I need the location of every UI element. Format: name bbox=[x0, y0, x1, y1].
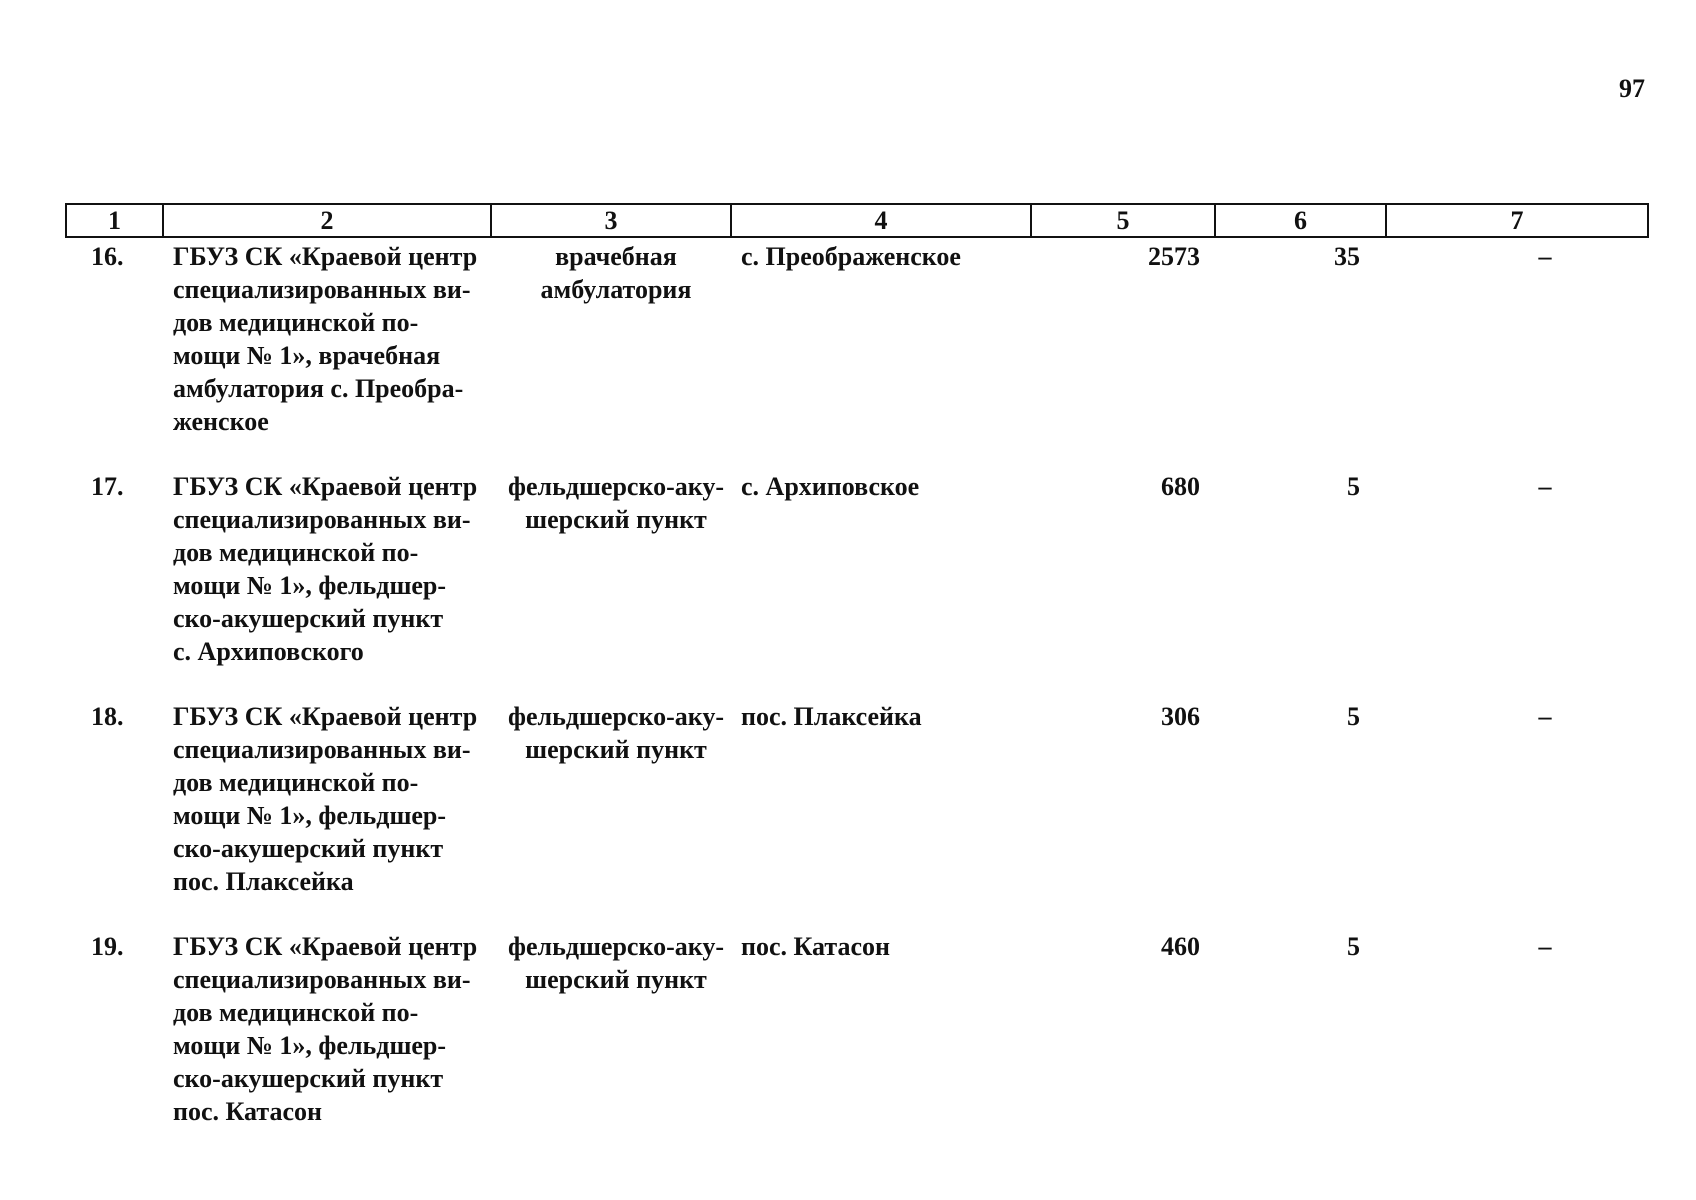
institution-name bbox=[173, 470, 484, 668]
header-col-1: 1 bbox=[66, 204, 163, 237]
column-6-value: 5 bbox=[1347, 932, 1360, 961]
institution-name-line: с. Архиповского bbox=[173, 637, 364, 666]
row-number: 18. bbox=[91, 702, 124, 731]
table-body bbox=[65, 240, 1647, 1160]
facility-type bbox=[497, 930, 735, 996]
institution-name-line: ско-акушерский пункт bbox=[173, 604, 444, 633]
institution-name-line: ско-акушерский пункт bbox=[173, 834, 444, 863]
institution-name-line: специализированных ви- bbox=[173, 505, 471, 534]
institution-name-line: специализированных ви- bbox=[173, 965, 471, 994]
institution-name bbox=[173, 930, 484, 1128]
facility-type-line: врачебная bbox=[555, 242, 677, 271]
facility-type-line: шерский пункт bbox=[525, 735, 707, 764]
institution-name-line: мощи № 1», фельдшер- bbox=[173, 801, 447, 830]
locality: пос. Катасон bbox=[741, 932, 890, 961]
header-col-5: 5 bbox=[1031, 204, 1215, 237]
page-number: 97 bbox=[1619, 74, 1645, 103]
table-row bbox=[65, 700, 1647, 930]
header-col-4: 4 bbox=[731, 204, 1031, 237]
column-5-value: 306 bbox=[1161, 702, 1200, 731]
column-5-value: 460 bbox=[1161, 932, 1200, 961]
column-7-value: – bbox=[1538, 702, 1552, 731]
column-5-value: 680 bbox=[1161, 472, 1200, 501]
table-row bbox=[65, 240, 1647, 470]
facility-type bbox=[497, 470, 735, 536]
column-7-value: – bbox=[1538, 242, 1552, 271]
institution-name-line: женское bbox=[173, 407, 269, 436]
row-number: 19. bbox=[91, 932, 124, 961]
header-col-2: 2 bbox=[163, 204, 491, 237]
row-number: 17. bbox=[91, 472, 124, 501]
facility-type-line: шерский пункт bbox=[525, 505, 707, 534]
facility-type-line: фельдшерско-аку- bbox=[507, 932, 725, 961]
column-6-value: 5 bbox=[1347, 702, 1360, 731]
column-7-value: – bbox=[1538, 472, 1552, 501]
facility-type-line: фельдшерско-аку- bbox=[507, 472, 725, 501]
column-6-value: 5 bbox=[1347, 472, 1360, 501]
institution-name-line: мощи № 1», врачебная bbox=[173, 341, 441, 370]
header-col-6: 6 bbox=[1215, 204, 1386, 237]
table-row bbox=[65, 930, 1647, 1160]
column-6-value: 35 bbox=[1334, 242, 1360, 271]
institution-name-line: мощи № 1», фельдшер- bbox=[173, 1031, 447, 1060]
institution-name bbox=[173, 240, 484, 438]
row-number: 16. bbox=[91, 242, 124, 271]
header-col-7: 7 bbox=[1386, 204, 1648, 237]
locality: пос. Плаксейка bbox=[741, 702, 922, 731]
facility-type bbox=[497, 240, 735, 306]
table-row bbox=[65, 470, 1647, 700]
institution-name-line: мощи № 1», фельдшер- bbox=[173, 571, 447, 600]
institution-name-line: дов медицинской по- bbox=[173, 768, 419, 797]
institution-name bbox=[173, 700, 484, 898]
institution-name-line: специализированных ви- bbox=[173, 735, 471, 764]
column-5-value: 2573 bbox=[1148, 242, 1200, 271]
institution-name-line: ГБУЗ СК «Краевой центр bbox=[173, 932, 478, 961]
locality: с. Преображенское bbox=[741, 242, 961, 271]
facility-type bbox=[497, 700, 735, 766]
institution-name-line: пос. Катасон bbox=[173, 1097, 322, 1126]
institution-name-line: ГБУЗ СК «Краевой центр bbox=[173, 242, 478, 271]
facility-type-line: амбулатория bbox=[540, 275, 692, 304]
institution-name-line: ско-акушерский пункт bbox=[173, 1064, 444, 1093]
institution-name-line: пос. Плаксейка bbox=[173, 867, 354, 896]
facility-type-line: фельдшерско-аку- bbox=[507, 702, 725, 731]
facility-type-line: шерский пункт bbox=[525, 965, 707, 994]
locality: с. Архиповское bbox=[741, 472, 920, 501]
institution-name-line: дов медицинской по- bbox=[173, 998, 419, 1027]
institution-name-line: амбулатория с. Преобра- bbox=[173, 374, 464, 403]
column-7-value: – bbox=[1538, 932, 1552, 961]
institution-name-line: ГБУЗ СК «Краевой центр bbox=[173, 472, 478, 501]
column-number-header bbox=[65, 203, 1649, 238]
institution-name-line: дов медицинской по- bbox=[173, 538, 419, 567]
institution-name-line: дов медицинской по- bbox=[173, 308, 419, 337]
institution-name-line: ГБУЗ СК «Краевой центр bbox=[173, 702, 478, 731]
institution-name-line: специализированных ви- bbox=[173, 275, 471, 304]
header-col-3: 3 bbox=[491, 204, 731, 237]
